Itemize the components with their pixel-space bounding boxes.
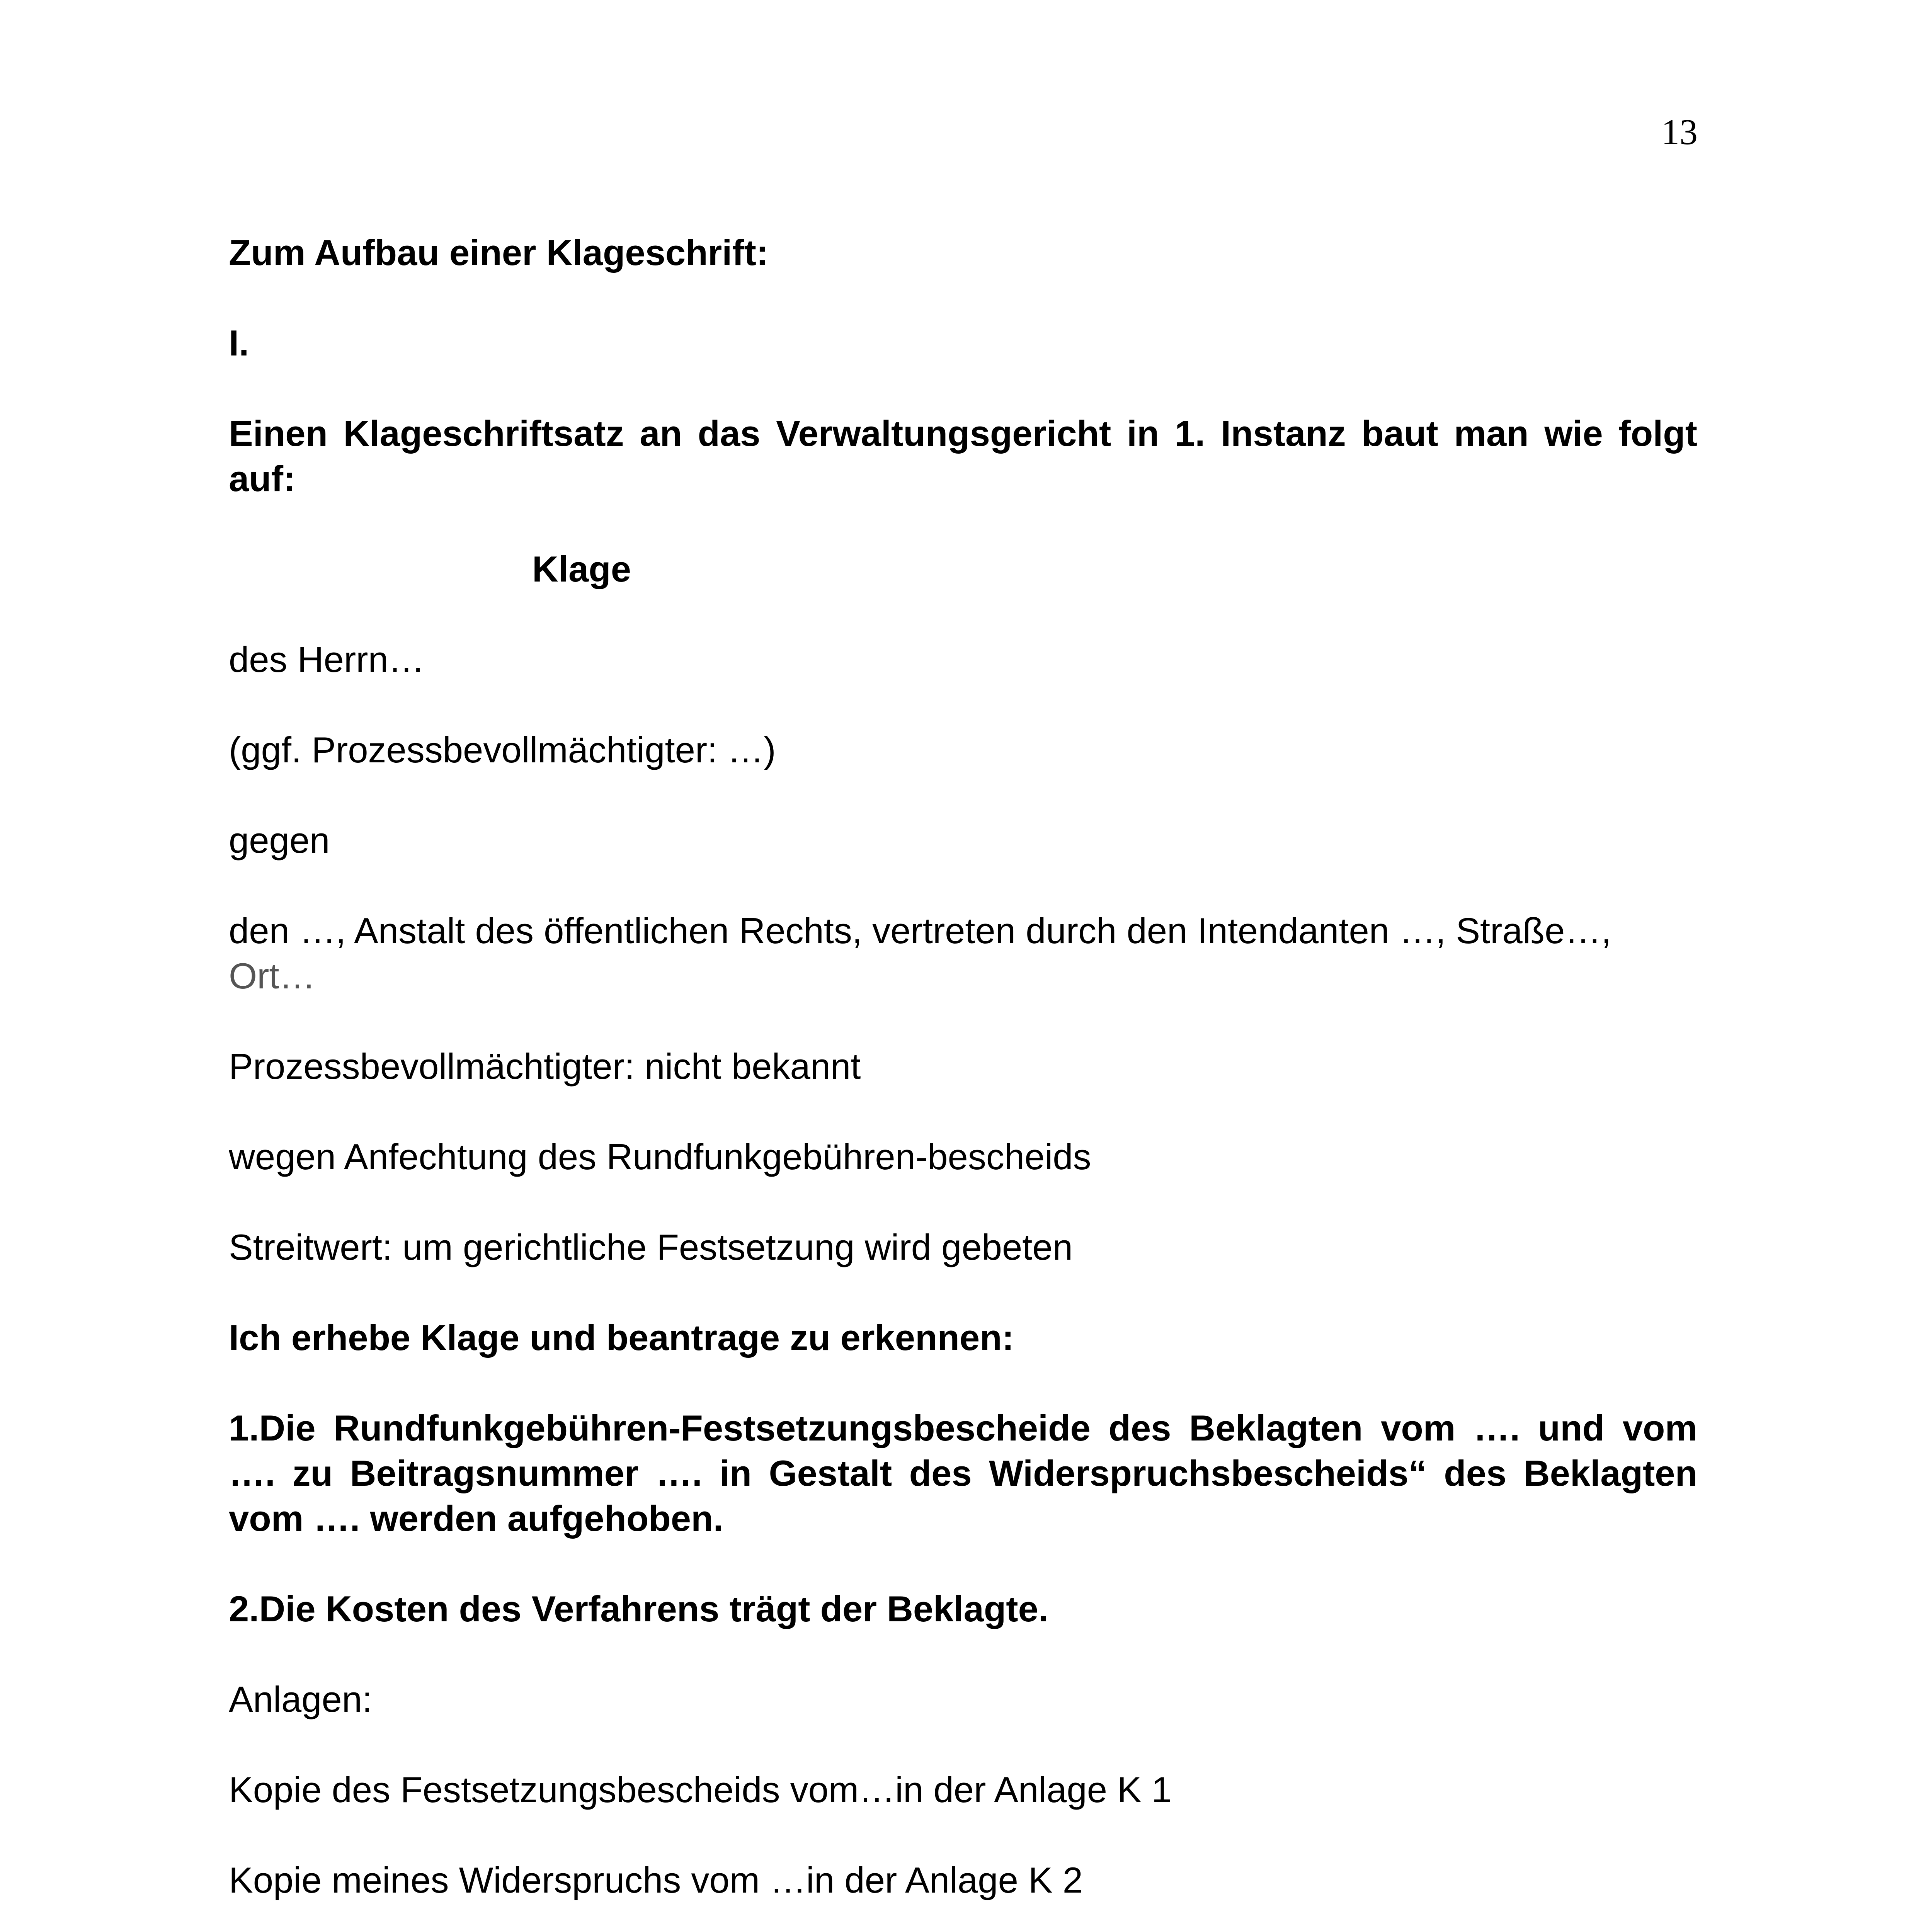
section-one-label: I.	[229, 323, 249, 363]
against-line: gegen	[229, 820, 330, 861]
defendant-line-2: Ort…	[229, 956, 316, 996]
subject-line: wegen Anfechtung des Rundfunkgebühren-bescheids	[229, 1136, 1091, 1177]
complaint-title: Klage	[532, 549, 631, 589]
defendant-line-1: den …, Anstalt des öffentlichen Rechts, vertreten durch den Intendanten …, Straße…,	[229, 910, 1611, 951]
attachment-1: Kopie des Festsetzungsbescheids vom…in der Anlage K 1	[229, 1769, 1172, 1810]
plaintiff-line: des Herrn…	[229, 639, 425, 680]
attachments-label: Anlagen:	[229, 1679, 373, 1719]
attachment-2: Kopie meines Widerspruchs vom …in der Anlage K 2	[229, 1860, 1083, 1900]
document-heading: Zum Aufbau einer Klageschrift:	[229, 232, 769, 273]
dispute-value-line: Streitwert: um gerichtliche Festsetzung wird gebeten	[229, 1227, 1073, 1267]
document-body	[229, 230, 1697, 1932]
section-one-intro: Einen Klageschriftsatz an das Verwaltungsgericht in 1. Instanz baut man wie folgt auf:	[229, 413, 1697, 499]
defendant-block	[229, 908, 1697, 998]
plaintiff-representative-line: (ggf. Prozessbevollmächtigter: …)	[229, 730, 776, 770]
page-number: 13	[1661, 112, 1698, 152]
motion-1: 1.Die Rundfunkgebühren-Festsetzungsbescheide des Beklagten vom …. und vom …. zu Beitragsnummer …. in Gestalt des Widerspruchsbescheids“ des Beklagten vom …. werden aufgehoben.	[229, 1408, 1697, 1539]
defendant-representative-line: Prozessbevollmächtigter: nicht bekannt	[229, 1046, 861, 1087]
motion-intro: Ich erhebe Klage und beantrage zu erkennen:	[229, 1317, 1014, 1358]
motion-2: 2.Die Kosten des Verfahrens trägt der Beklagte.	[229, 1588, 1048, 1629]
